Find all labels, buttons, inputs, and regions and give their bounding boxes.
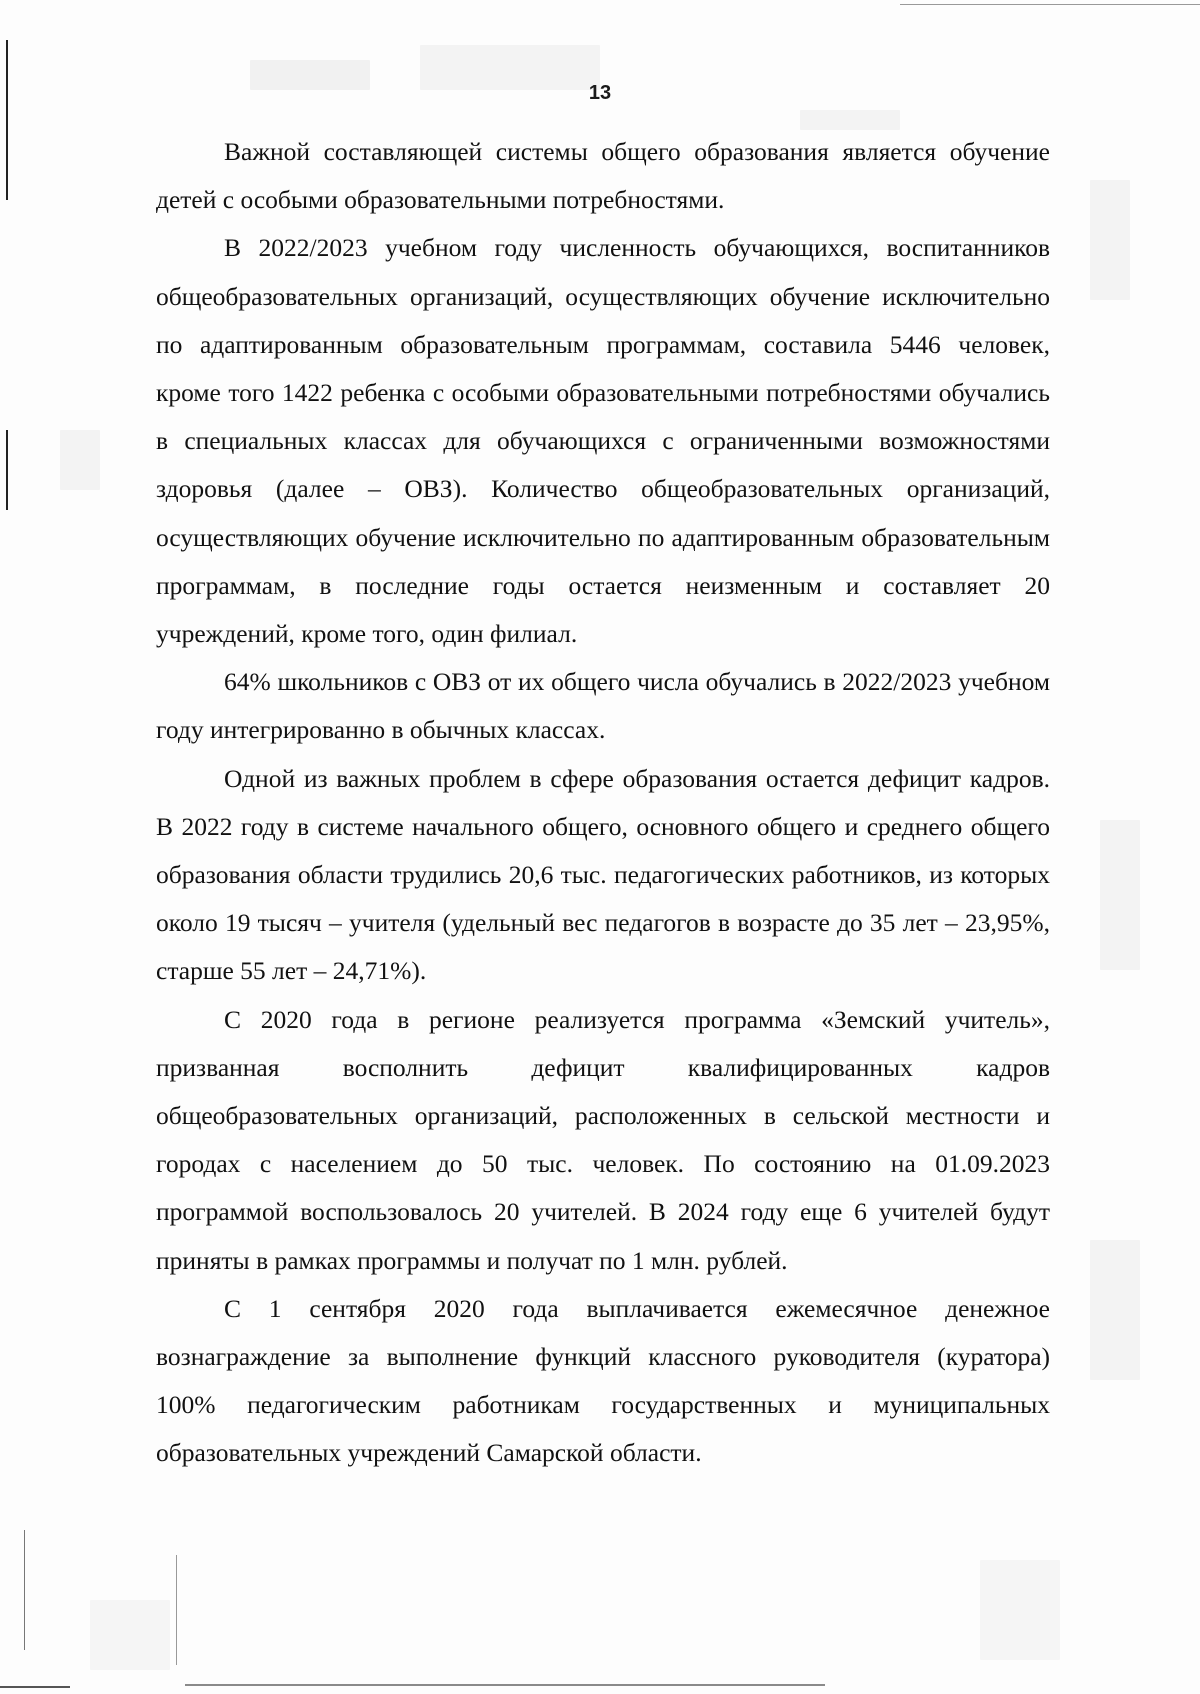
scan-edge-mark (24, 1530, 25, 1650)
paragraph: 64% школьников с ОВЗ от их общего числа обучались в 2022/2023 учебном году интегрированно в обычных классах. (156, 667, 1050, 745)
scan-edge-mark (176, 1555, 177, 1665)
scan-speck (1100, 820, 1140, 970)
scan-edge-mark (6, 430, 8, 510)
paragraph: С 2020 года в регионе реализуется программа «Земский учитель», призванная восполнить дефицит квалифицированных кадров общеобразовательных организаций, расположенных в сельской местности и городах с населением до 50 тыс. человек. По состоянию на 01.09.2023 программой воспользовалось 20 учителей. В 2024 году еще 6 учителей будут приняты в рамках программы и получат по 1 млн. рублей. (156, 1004, 1050, 1275)
page-number: 13 (588, 82, 612, 104)
scan-speck (1090, 180, 1130, 300)
scan-speck (800, 110, 900, 130)
paragraph: В 2022/2023 учебном году численность обучающихся, воспитанников общеобразовательных организаций, осуществляющих обучение исключительно по адаптированным образовательным программам, составила 5446 человек, кроме того 1422 ребенка с особыми образовательными потребностями обучались в специальных классах для обучающихся с ограниченными возможностями здоровья (далее – ОВЗ). Количество общеобразовательных организаций, осуществляющих обучение исключительно по адаптированным образовательным программам, в последние годы остается неизменным и составляет 20 учреждений, кроме того, один филиал. (156, 233, 1050, 649)
scan-edge-mark (900, 4, 1200, 5)
body-text (156, 128, 1050, 1478)
scan-edge-mark (6, 40, 8, 200)
paragraph: Одной из важных проблем в сфере образования остается дефицит кадров. В 2022 году в системе начального общего, основного общего и среднего общего образования области трудились 20,6 тыс. педагогических работников, из которых около 19 тысяч – учителя (удельный вес педагогов в возрасте до 35 лет – 23,95%, старше 55 лет – 24,71%). (156, 763, 1050, 986)
scan-edge-mark (0, 1686, 70, 1688)
scan-speck (90, 1600, 170, 1670)
paragraph: Важной составляющей системы общего образования является обучение детей с особыми образовательными потребностями. (156, 137, 1050, 215)
scan-speck (980, 1560, 1060, 1660)
scan-edge-mark (185, 1684, 825, 1686)
scan-speck (1090, 1240, 1140, 1380)
scan-speck (60, 430, 100, 490)
paragraph: С 1 сентября 2020 года выплачивается ежемесячное денежное вознаграждение за выполнение функций классного руководителя (куратора) 100% педагогическим работникам государственных и муниципальных образовательных учреждений Самарской области. (156, 1293, 1050, 1468)
